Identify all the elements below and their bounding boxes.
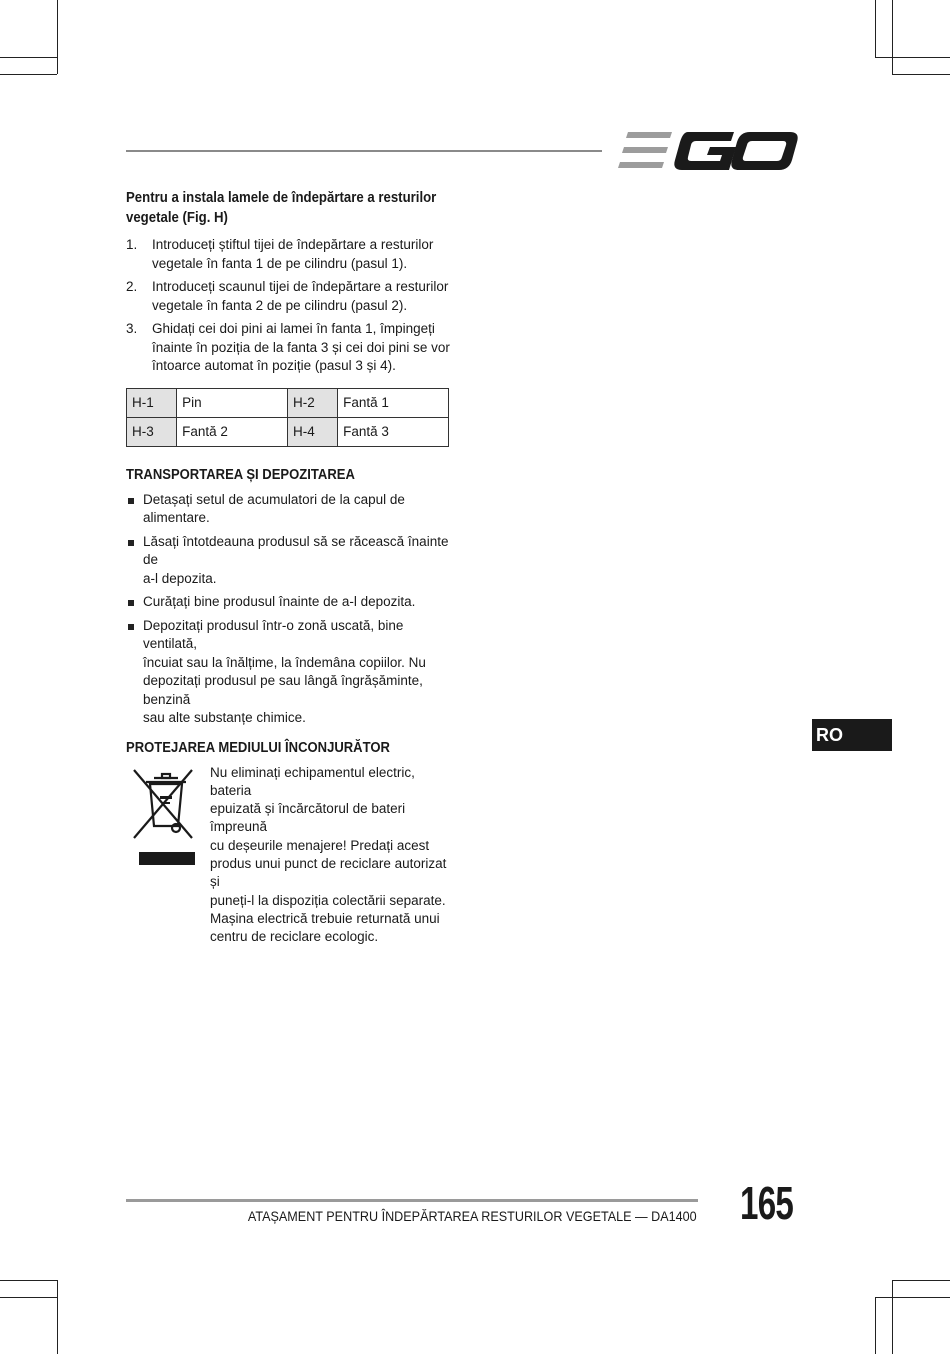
crop-mark — [892, 1280, 950, 1281]
step-line: vegetale în fanta 1 de pe cilindru (pasul 1). — [152, 255, 408, 271]
part-key: H-1 — [127, 388, 177, 417]
bullet-text — [143, 617, 456, 728]
step-number: 1. — [126, 237, 138, 252]
step-text — [152, 320, 456, 376]
crop-mark — [875, 0, 876, 57]
parts-table — [126, 388, 449, 447]
list-item — [126, 617, 456, 728]
step-line: vegetale în fanta 2 de pe cilindru (pasul 2). — [152, 297, 408, 313]
footer-rule — [126, 1199, 698, 1202]
weee-bar — [139, 852, 195, 865]
environment-line: epuizată și încărcătorul de bateri împreună — [210, 801, 406, 835]
crop-mark — [0, 57, 57, 58]
crop-mark — [57, 0, 58, 74]
list-item — [126, 491, 456, 528]
bullet-line: depozitați produsul pe sau lângă îngrășăminte, benzină — [143, 673, 423, 707]
environment-line: centru de reciclare ecologic. — [210, 929, 379, 945]
environment-line: Nu eliminați echipamentul electric, bateria — [210, 764, 415, 798]
environment-block — [126, 764, 456, 947]
environment-line: produs unui punct de reciclare autorizat și — [210, 855, 447, 890]
transport-list — [126, 491, 456, 728]
square-bullet-icon — [126, 617, 143, 728]
list-item — [126, 593, 456, 612]
crossed-out-wheelie-bin-icon — [126, 764, 210, 874]
square-bullet-icon — [126, 593, 143, 612]
bullet-line: a-l depozita. — [143, 570, 217, 586]
bullet-line: sau alte substanțe chimice. — [143, 710, 306, 725]
part-value: Fantă 2 — [177, 417, 288, 446]
step-number: 2. — [126, 279, 138, 294]
square-bullet-icon — [126, 533, 143, 589]
environment-text — [210, 764, 456, 947]
part-value: Fantă 1 — [338, 388, 449, 417]
heading-line: vegetale (Fig. H) — [126, 209, 228, 226]
bullet-line: Detașați setul de acumulatori de la capul de alimentare. — [143, 491, 405, 525]
square-bullet-icon — [126, 491, 143, 528]
environment-line: puneți-l la dispoziția colectării separate. — [210, 892, 446, 908]
step-line: Introduceți știftul tijei de îndepărtare a resturilor — [152, 237, 434, 252]
table-row — [127, 417, 449, 446]
bullet-text — [143, 491, 456, 528]
bullet-text — [143, 593, 415, 612]
step-text — [152, 236, 456, 273]
part-key: H-4 — [287, 417, 337, 446]
list-item — [126, 533, 456, 589]
part-key: H-3 — [127, 417, 177, 446]
environment-line: cu deșeurile menajere! Predați acest — [210, 837, 430, 853]
crop-mark — [0, 1297, 57, 1298]
part-key: H-2 — [287, 388, 337, 417]
crop-mark — [875, 57, 950, 58]
crop-mark — [875, 1297, 950, 1298]
crop-mark — [892, 1280, 893, 1354]
step-item — [126, 320, 456, 376]
install-steps — [126, 236, 456, 376]
step-line: întoarce automat în poziție (pasul 3 și 4). — [152, 358, 396, 373]
table-row — [127, 388, 449, 417]
step-number: 3. — [126, 321, 138, 336]
step-line: Introduceți scaunul tijei de îndepărtare a resturilor — [152, 279, 449, 294]
bullet-line: încuiat sau la înălțime, la îndemâna copiilor. Nu — [143, 654, 426, 670]
crop-mark — [875, 1297, 876, 1354]
transport-heading: TRANSPORTAREA ȘI DEPOZITAREA — [126, 466, 355, 483]
page-number: 165 — [740, 1177, 794, 1229]
language-tab: RO — [812, 719, 892, 751]
environment-line: Mașina electrică trebuie returnată unui — [210, 910, 440, 926]
bullet-text — [143, 533, 456, 589]
main-column — [126, 188, 456, 946]
crop-mark — [0, 1280, 57, 1281]
bullet-line: Depozitați produsul într-o zonă uscată, bine ventilată, — [143, 617, 404, 651]
step-item — [126, 278, 456, 315]
footer-title: ATAȘAMENT PENTRU ÎNDEPĂRTAREA RESTURILOR VEGETALE — DA1400 — [248, 1208, 697, 1224]
header-rule — [126, 150, 602, 152]
fig-h-heading — [126, 188, 456, 228]
environment-heading: PROTEJAREA MEDIULUI ÎNCONJURĂTOR — [126, 739, 390, 756]
crop-mark — [0, 74, 57, 75]
part-value: Pin — [177, 388, 288, 417]
crop-mark — [57, 1280, 58, 1354]
step-line: Ghidați cei doi pini ai lamei în fanta 1, împingeți — [152, 321, 435, 336]
step-text — [152, 278, 456, 315]
step-item — [126, 236, 456, 273]
bullet-line: Lăsați întotdeauna produsul să se răcească înainte de — [143, 533, 449, 567]
heading-line: Pentru a instala lamele de îndepărtare a resturilor — [126, 189, 437, 206]
crop-mark — [892, 74, 950, 75]
step-line: înainte în poziția de la fanta 3 și cei doi pini se vor — [152, 339, 450, 355]
part-value: Fantă 3 — [338, 417, 449, 446]
bullet-line: Curățați bine produsul înainte de a-l depozita. — [143, 594, 416, 609]
ego-logo — [616, 128, 802, 174]
crop-mark — [892, 0, 893, 74]
